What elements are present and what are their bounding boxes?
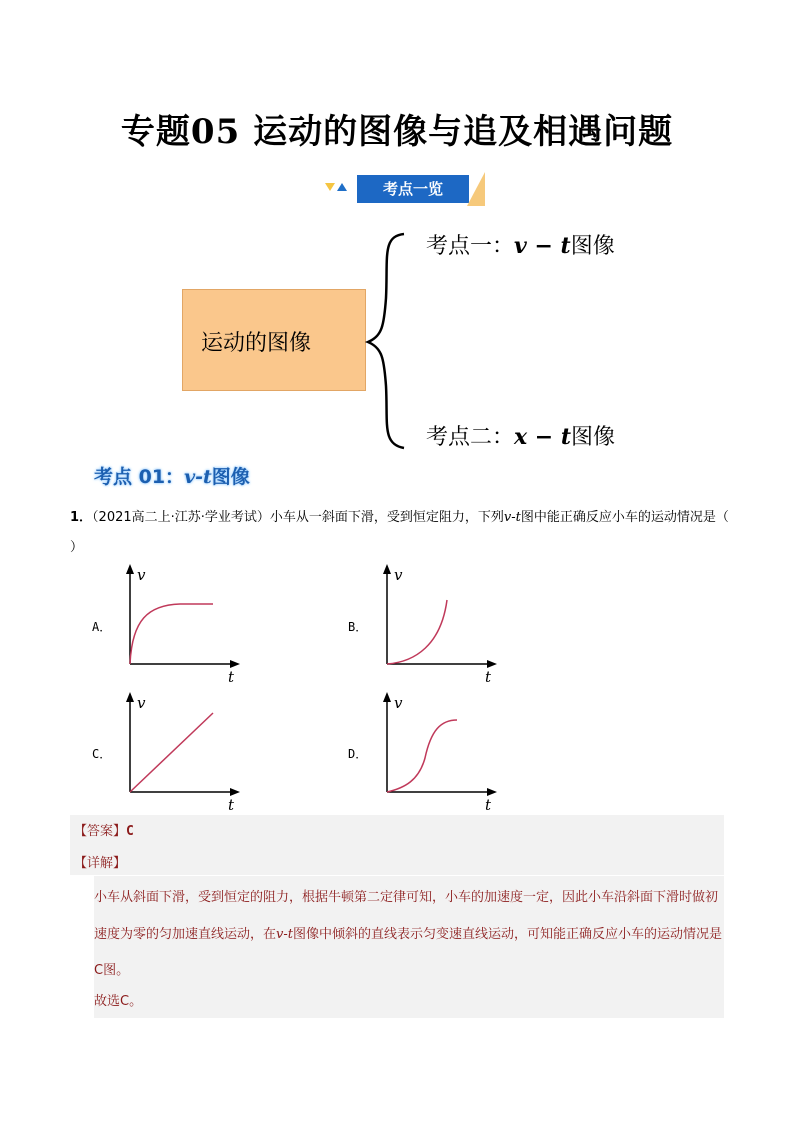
y-axis-label: v	[137, 694, 146, 712]
option-a-label: A．	[92, 620, 112, 634]
graph-d	[375, 688, 505, 818]
y-axis-label: v	[394, 566, 403, 584]
section-banner	[325, 172, 495, 206]
curve-a	[130, 604, 213, 664]
y-axis-label: v	[394, 694, 403, 712]
option-c-label: C．	[92, 747, 112, 761]
section-heading: 考点 01：v-t图像	[94, 466, 250, 488]
answer-background	[70, 815, 724, 875]
triangle-down-icon	[325, 183, 335, 191]
x-axis-label: t	[228, 668, 235, 686]
curve-d	[387, 720, 457, 792]
banner-decoration	[467, 172, 485, 206]
answer-value: C	[126, 824, 134, 839]
mindmap-branch-1: 考点一：v − t图像	[426, 233, 615, 259]
graph-b	[375, 560, 505, 690]
graph-c	[118, 688, 248, 818]
mindmap-root-label: 运动的图像	[201, 331, 312, 356]
banner-label: 考点一览	[357, 175, 469, 203]
page-title: 专题05 运动的图像与追及相遇问题	[120, 112, 674, 152]
option-d-label: D．	[348, 747, 368, 761]
detail-label: 【详解】	[74, 856, 127, 871]
x-axis-label: t	[228, 796, 235, 814]
answer-line: 【答案】C	[74, 824, 134, 839]
curly-brace	[362, 228, 410, 452]
curve-c	[130, 713, 213, 792]
conclusion-text: 故选C。	[94, 994, 143, 1009]
y-axis-label: v	[137, 566, 146, 584]
graph-a	[118, 560, 248, 690]
mindmap-root-box	[182, 289, 366, 391]
x-axis-label: t	[485, 796, 492, 814]
triangle-up-icon	[337, 183, 347, 191]
option-b-label: B．	[348, 620, 368, 634]
x-axis-label: t	[485, 668, 492, 686]
curve-b	[387, 600, 447, 664]
mindmap-branch-2: 考点二：x − t图像	[426, 424, 616, 450]
question-text: 1．（2021高二上·江苏·学业考试）小车从一斜面下滑，受到恒定阻力，下列v-t图中能正确反应小车的运动情况是（ ）	[70, 510, 729, 555]
explanation-text: 小车从斜面下滑，受到恒定的阻力，根据牛顿第二定律可知，小车的加速度一定，因此小车沿斜面下滑时做初速度为零的匀加速直线运动，在v-t图像中倾斜的直线表示匀变速直线运动，可知能正确反应小车的运动情况是C图。	[94, 890, 722, 978]
